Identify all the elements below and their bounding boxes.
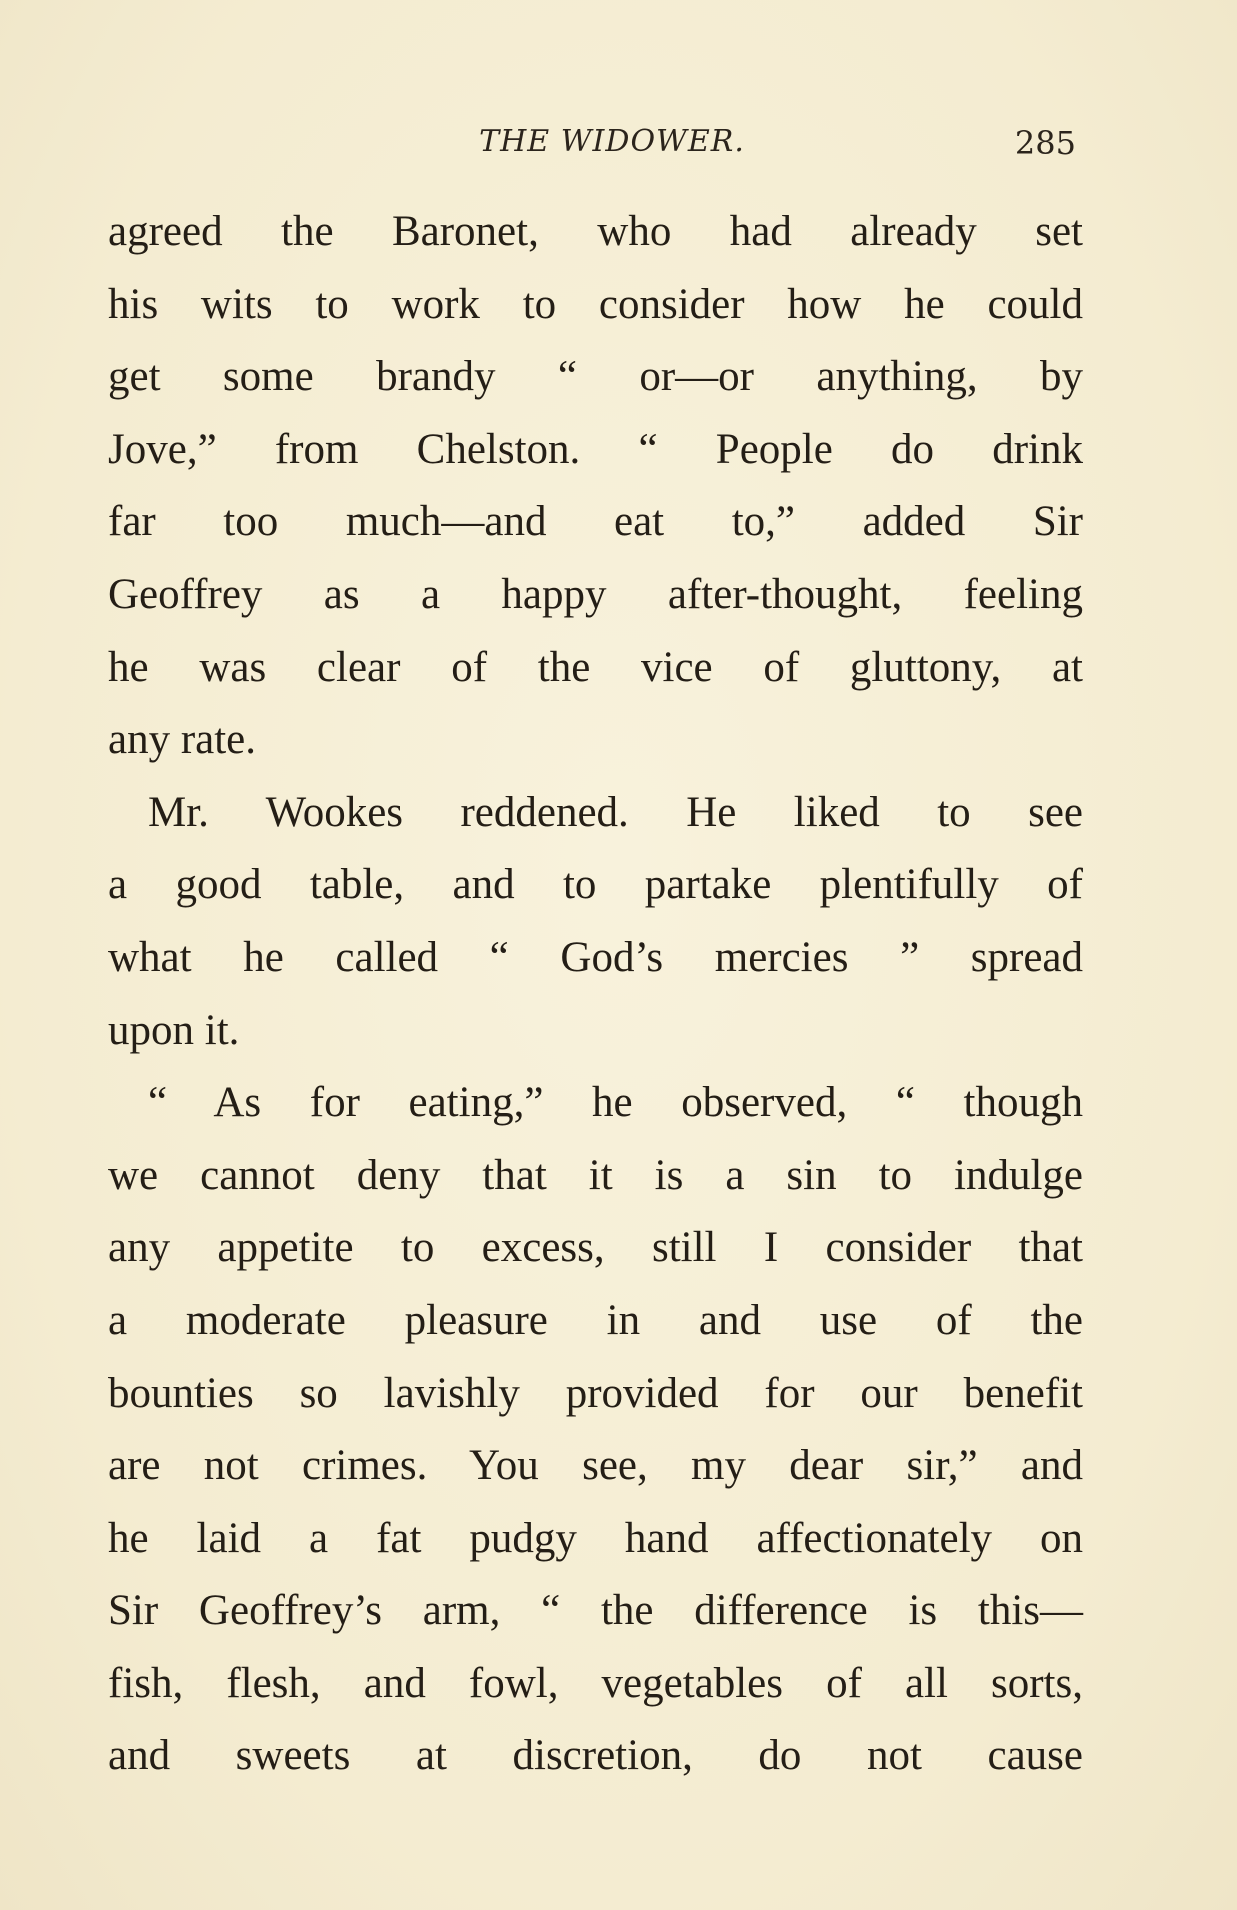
text-line: any appetite to excess, still I consider that xyxy=(108,1224,1083,1272)
body-text xyxy=(108,196,1083,1793)
text-line: any rate. xyxy=(108,716,257,764)
text-line: Geoffrey as a happy after-thought, feeling xyxy=(108,570,1083,618)
running-title: THE WIDOWER. xyxy=(479,124,745,159)
text-line: his wits to work to consider how he could xyxy=(108,280,1083,328)
text-line: upon it. xyxy=(108,1006,240,1054)
text-line: “ As for eating,” he observed, “ though xyxy=(148,1079,1083,1127)
text-line: what he called “ God’s mercies ” spread xyxy=(108,933,1083,981)
text-line: far too much—and eat to,” added Sir xyxy=(108,498,1083,546)
text-line: we cannot deny that it is a sin to indulge xyxy=(108,1151,1083,1199)
text-line: fish, flesh, and fowl, vegetables of all sorts, xyxy=(108,1659,1083,1707)
text-line: a moderate pleasure in and use of the xyxy=(108,1296,1083,1344)
text-line: agreed the Baronet, who had already set xyxy=(108,208,1083,255)
text-line: are not crimes. You see, my dear sir,” and xyxy=(108,1442,1083,1490)
text-line: and sweets at discretion, do not cause xyxy=(108,1732,1083,1780)
page-number: 285 xyxy=(1014,124,1076,162)
page-header xyxy=(108,120,1076,170)
text-line: Mr. Wookes reddened. He liked to see xyxy=(148,788,1083,836)
text-line: a good table, and to partake plentifully of xyxy=(108,861,1083,909)
text-line: he was clear of the vice of gluttony, at xyxy=(108,643,1083,691)
text-line: Jove,” from Chelston. “ People do drink xyxy=(108,425,1083,473)
text-line: get some brandy “ or—or anything, by xyxy=(108,353,1083,401)
text-line: he laid a fat pudgy hand affectionately on xyxy=(108,1514,1083,1562)
text-line: Sir Geoffrey’s arm, “ the difference is this— xyxy=(108,1587,1083,1635)
text-line: bounties so lavishly provided for our benefit xyxy=(108,1369,1083,1417)
